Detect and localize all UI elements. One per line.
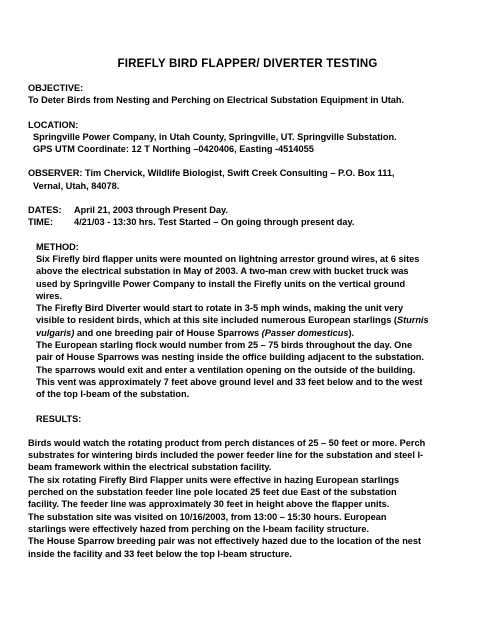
species-name-italic: vulgaris) xyxy=(36,327,75,338)
observer-line-2: Vernal, Utah, 84078. xyxy=(33,180,120,191)
results-line: beam framework within the electrical substation facility. xyxy=(28,462,272,473)
dates-value: April 21, 2003 through Present Day. xyxy=(74,205,229,216)
dates-label: DATES: xyxy=(28,205,62,216)
observer-line-1: OBSERVER: Tim Chervick, Wildlife Biologist, Swift Creek Consulting – P.O. Box 111, xyxy=(28,168,395,179)
location-heading: LOCATION: xyxy=(28,119,79,130)
method-text-span: and one breeding pair of House Sparrows xyxy=(74,327,262,338)
method-p2-line xyxy=(36,327,470,339)
results-line: The House Sparrow breeding pair was not effectively hazed due to the location of the nest xyxy=(28,536,422,547)
objective-heading: OBJECTIVE: xyxy=(28,83,84,93)
method-p3-line: The European starling flock would number from 25 – 75 birds throughout the day. One xyxy=(36,340,413,351)
method-section xyxy=(28,241,470,425)
results-line: perched on the substation feeder line pole located 25 feet due East of the substation xyxy=(28,487,397,498)
method-p1-line: Six Firefly bird flapper units were mounted on lightning arrestor ground wires, at 6 sites xyxy=(36,253,420,264)
method-p1-line: used by Springville Power Company to install the Firefly units on the vertical ground xyxy=(36,278,406,289)
location-line-2: GPS UTM Coordinate: 12 T Northing –0420406, Easting -4514055 xyxy=(33,144,314,155)
method-text-span: ). xyxy=(348,327,355,338)
document-body xyxy=(28,82,470,560)
method-p3-line: of the top I-beam of the substation. xyxy=(36,389,190,400)
method-p2-line: The Firefly Bird Diverter would start to rotate in 3-5 mph winds, making the unit very xyxy=(36,303,404,314)
results-line: facility. The feeder line was approximately 30 feet in height above the flapper units. xyxy=(28,499,390,510)
results-line: starlings were effectively hazed from perching on the I-beam facility structure. xyxy=(28,523,370,534)
results-line: The substation site was visited on 10/16/2003, from 13:00 – 15:30 hours. European xyxy=(28,511,387,522)
results-line: substrates for wintering birds included the power feeder line for the substation and steel I- xyxy=(28,450,424,461)
method-p3-line: This vent was approximately 7 feet above ground level and 33 feet below and to the west xyxy=(36,376,423,387)
method-p2-line xyxy=(36,314,470,326)
document-title: FIREFLY BIRD FLAPPER/ DIVERTER TESTING xyxy=(117,58,378,70)
location-line-1: Springville Power Company, in Utah County, Springville, UT. Springville Substation. xyxy=(33,131,397,142)
time-value: 4/21/03 - 13:30 hrs. Test Started – On going through present day. xyxy=(74,217,355,228)
method-p3-line: pair of House Sparrows was nesting inside the office building adjacent to the substation. xyxy=(36,352,424,363)
method-p3-line: The sparrows would exit and enter a ventilation opening on the outside of the building. xyxy=(36,364,416,375)
method-p1-line: above the electrical substation in May of 2003. A two-man crew with bucket truck was xyxy=(36,266,409,277)
method-p1-line: wires. xyxy=(36,290,63,301)
results-heading: RESULTS: xyxy=(36,413,82,424)
results-line: Birds would watch the rotating product from perch distances of 25 – 50 feet or more. Perch xyxy=(28,437,426,448)
time-row xyxy=(28,216,470,228)
species-name-italic: (Passer domesticus xyxy=(261,327,349,338)
objective-text: To Deter Birds from Nesting and Perching on Electrical Substation Equipment in Utah. xyxy=(28,95,405,106)
method-heading: METHOD: xyxy=(36,241,79,252)
results-section xyxy=(28,437,470,560)
method-text-span: visible to resident birds, which at this site included numerous European starlings ( xyxy=(36,315,397,326)
results-line: inside the facility and 33 feet below the top I-beam structure. xyxy=(28,548,292,559)
species-name-italic: Sturnis xyxy=(396,315,429,326)
time-label: TIME: xyxy=(28,217,54,228)
results-line: The six rotating Firefly Bird Flapper units were effective in hazing European starlings xyxy=(28,474,400,485)
dates-row xyxy=(28,204,470,216)
